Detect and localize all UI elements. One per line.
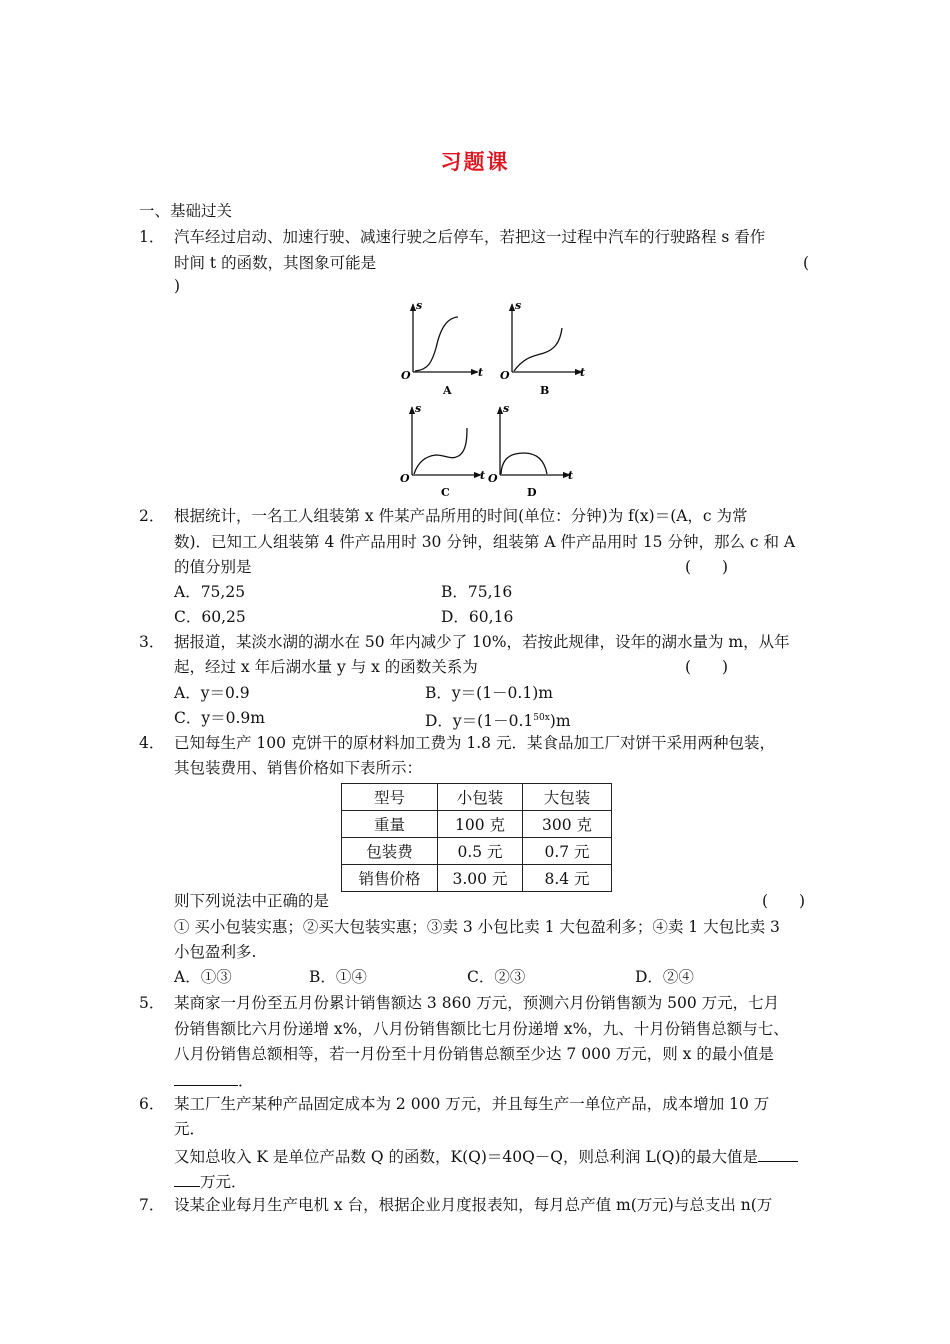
graph-b-x-label: t xyxy=(580,366,586,379)
q3-number: 3． xyxy=(139,633,165,651)
graph-a-label: A xyxy=(443,384,452,397)
q1-answer-paren-open: ( xyxy=(803,254,810,272)
q7-number: 7． xyxy=(139,1196,165,1214)
graph-d-x-label: t xyxy=(568,469,574,482)
q1-number: 1． xyxy=(139,228,165,246)
graph-c-x-label: t xyxy=(480,469,486,482)
q2-option-a: A．75,25 xyxy=(174,583,246,601)
graph-d-origin: O xyxy=(488,472,498,485)
q4-option-b: B．①④ xyxy=(309,968,367,986)
q5-period: ． xyxy=(238,1072,254,1090)
graph-d-curve xyxy=(501,453,547,474)
q6-text-line4: 万元． xyxy=(174,1170,247,1192)
q1-text-line1: 汽车经过启动、加速行驶、减速行驶之后停车，若把这一过程中汽车的行驶路程 s 看作 xyxy=(174,228,766,246)
packaging-table xyxy=(341,783,612,892)
table-row xyxy=(342,784,612,811)
graph-a-y-label: s xyxy=(416,299,423,312)
q3-answer-paren: ( ) xyxy=(685,658,729,676)
graph-d-label: D xyxy=(527,486,537,499)
q1-answer-paren-close: ) xyxy=(174,277,181,295)
table-cell: 销售价格 xyxy=(342,865,438,892)
table-cell: 300 克 xyxy=(523,811,612,838)
q3-option-c: C．y＝0.9m xyxy=(174,709,265,727)
q6-text-line1: 某工厂生产某种产品固定成本为 2 000 万元，并且每生产一单位产品，成本增加 10 万 xyxy=(174,1095,770,1113)
q5-number: 5． xyxy=(139,994,165,1012)
q4-option-c: C．②③ xyxy=(467,968,526,986)
graph-a-x-label: t xyxy=(478,366,484,379)
graph-b-curve xyxy=(514,328,562,371)
q4-text-line4: ① 买小包装实惠；②买大包装实惠；③卖 3 小包比卖 1 大包盈利多；④卖 1 大包比卖 3 xyxy=(174,918,780,936)
q6-answer-blank-part1[interactable] xyxy=(758,1145,798,1162)
table-cell: 包装费 xyxy=(342,838,438,865)
table-header-cell: 型号 xyxy=(342,784,438,811)
graph-c-origin: O xyxy=(400,472,410,485)
graph-b-label: B xyxy=(540,384,550,397)
graph-c xyxy=(400,402,485,499)
graph-c-y-label: s xyxy=(415,402,422,415)
q2-answer-paren: ( ) xyxy=(685,558,729,576)
graph-b xyxy=(500,299,585,397)
q2-number: 2． xyxy=(139,507,165,525)
graph-d xyxy=(488,402,573,499)
q4-text-line5: 小包盈利多. xyxy=(174,943,257,961)
q6-answer-blank-part2[interactable] xyxy=(174,1170,200,1187)
section-heading: 一、基础过关 xyxy=(139,202,233,220)
q6-text-line2: 元． xyxy=(174,1120,206,1138)
q5-answer-line xyxy=(174,1069,254,1091)
q1-text-line2: 时间 t 的函数，其图象可能是 xyxy=(174,254,377,272)
q2-text-line1: 根据统计，一名工人组装第 x 件某产品所用的时间(单位：分钟)为 f(x)＝(A，c 为常 xyxy=(174,507,748,525)
graph-a xyxy=(401,299,483,397)
q4-text-line1: 已知每生产 100 克饼干的原材料加工费为 1.8 元．某食品加工厂对饼干采用两种包装， xyxy=(174,734,775,752)
q2-option-c: C．60,25 xyxy=(174,608,246,626)
q4-option-a: A．①③ xyxy=(174,968,232,986)
q4-text-line2: 其包装费用、销售价格如下表所示： xyxy=(174,759,423,777)
q4-number: 4． xyxy=(139,734,165,752)
table-row xyxy=(342,838,612,865)
q2-text-line2: 数)．已知工人组装第 4 件产品用时 30 分钟，组装第 A 件产品用时 15 分钟，那么 c 和 A xyxy=(174,533,796,551)
graph-b-y-label: s xyxy=(515,299,522,312)
table-cell: 0.5 元 xyxy=(438,838,523,865)
q2-option-d: D．60,16 xyxy=(441,608,514,626)
table-cell: 重量 xyxy=(342,811,438,838)
q7-text-line1: 设某企业每月生产电机 x 台，根据企业月度报表知，每月总产值 m(万元)与总支出 n(万 xyxy=(174,1196,773,1214)
table-cell: 3.00 元 xyxy=(438,865,523,892)
graph-a-curve xyxy=(415,317,458,371)
q2-text-line3: 的值分别是 xyxy=(174,558,252,576)
table-cell: 8.4 元 xyxy=(523,865,612,892)
q5-text-line3: 八月份销售总额相等，若一月份至十月份销售总额至少达 7 000 万元，则 x 的最小值是 xyxy=(174,1045,774,1063)
q4-answer-paren: ( ) xyxy=(762,892,806,910)
q4-option-d: D．②④ xyxy=(635,968,694,986)
q6-text-line3: 又知总收入 K 是单位产品数 Q 的函数，K(Q)＝40Q－Q，则总利润 L(Q)的最大值是 xyxy=(174,1145,798,1167)
graph-b-origin: O xyxy=(500,369,510,382)
q6-number: 6． xyxy=(139,1095,165,1113)
q3-option-d: D．$y=(1-0.1^{50x})m$ xyxy=(425,712,571,731)
graph-c-curve xyxy=(414,428,467,474)
table-cell: 100 克 xyxy=(438,811,523,838)
q2-option-b: B．75,16 xyxy=(441,583,513,601)
q5-text-line1: 某商家一月份至五月份累计销售额达 3 860 万元，预测六月份销售额为 500 万元，七月 xyxy=(174,994,780,1012)
table-header-cell: 小包装 xyxy=(438,784,523,811)
q5-answer-blank[interactable] xyxy=(174,1069,238,1086)
graph-c-label: C xyxy=(441,486,450,499)
graph-d-y-label: s xyxy=(503,402,510,415)
table-row xyxy=(342,865,612,892)
q3-text-line2: 起，经过 x 年后湖水量 y 与 x 的函数关系为 xyxy=(174,658,478,676)
table-header-cell: 大包装 xyxy=(523,784,612,811)
table-cell: 0.7 元 xyxy=(523,838,612,865)
q3-option-a: A．y＝0.9 xyxy=(174,684,250,702)
q3-option-b: B．y＝(1－0.1)m xyxy=(425,684,553,702)
q3-option-d-exponent: 50x xyxy=(533,713,550,723)
graph-a-origin: O xyxy=(401,369,411,382)
q3-text-line1: 据报道，某淡水湖的湖水在 50 年内减少了 10%，若按此规律，设年的湖水量为 m，从年 xyxy=(174,633,790,651)
q5-text-line2: 份销售额比六月份递增 x%，八月份销售额比七月份递增 x%，九、十月份销售总额与七、 xyxy=(174,1020,789,1038)
page-title: 习题课 xyxy=(440,149,510,174)
table-row xyxy=(342,811,612,838)
q4-text-line3: 则下列说法中正确的是 xyxy=(174,892,330,910)
